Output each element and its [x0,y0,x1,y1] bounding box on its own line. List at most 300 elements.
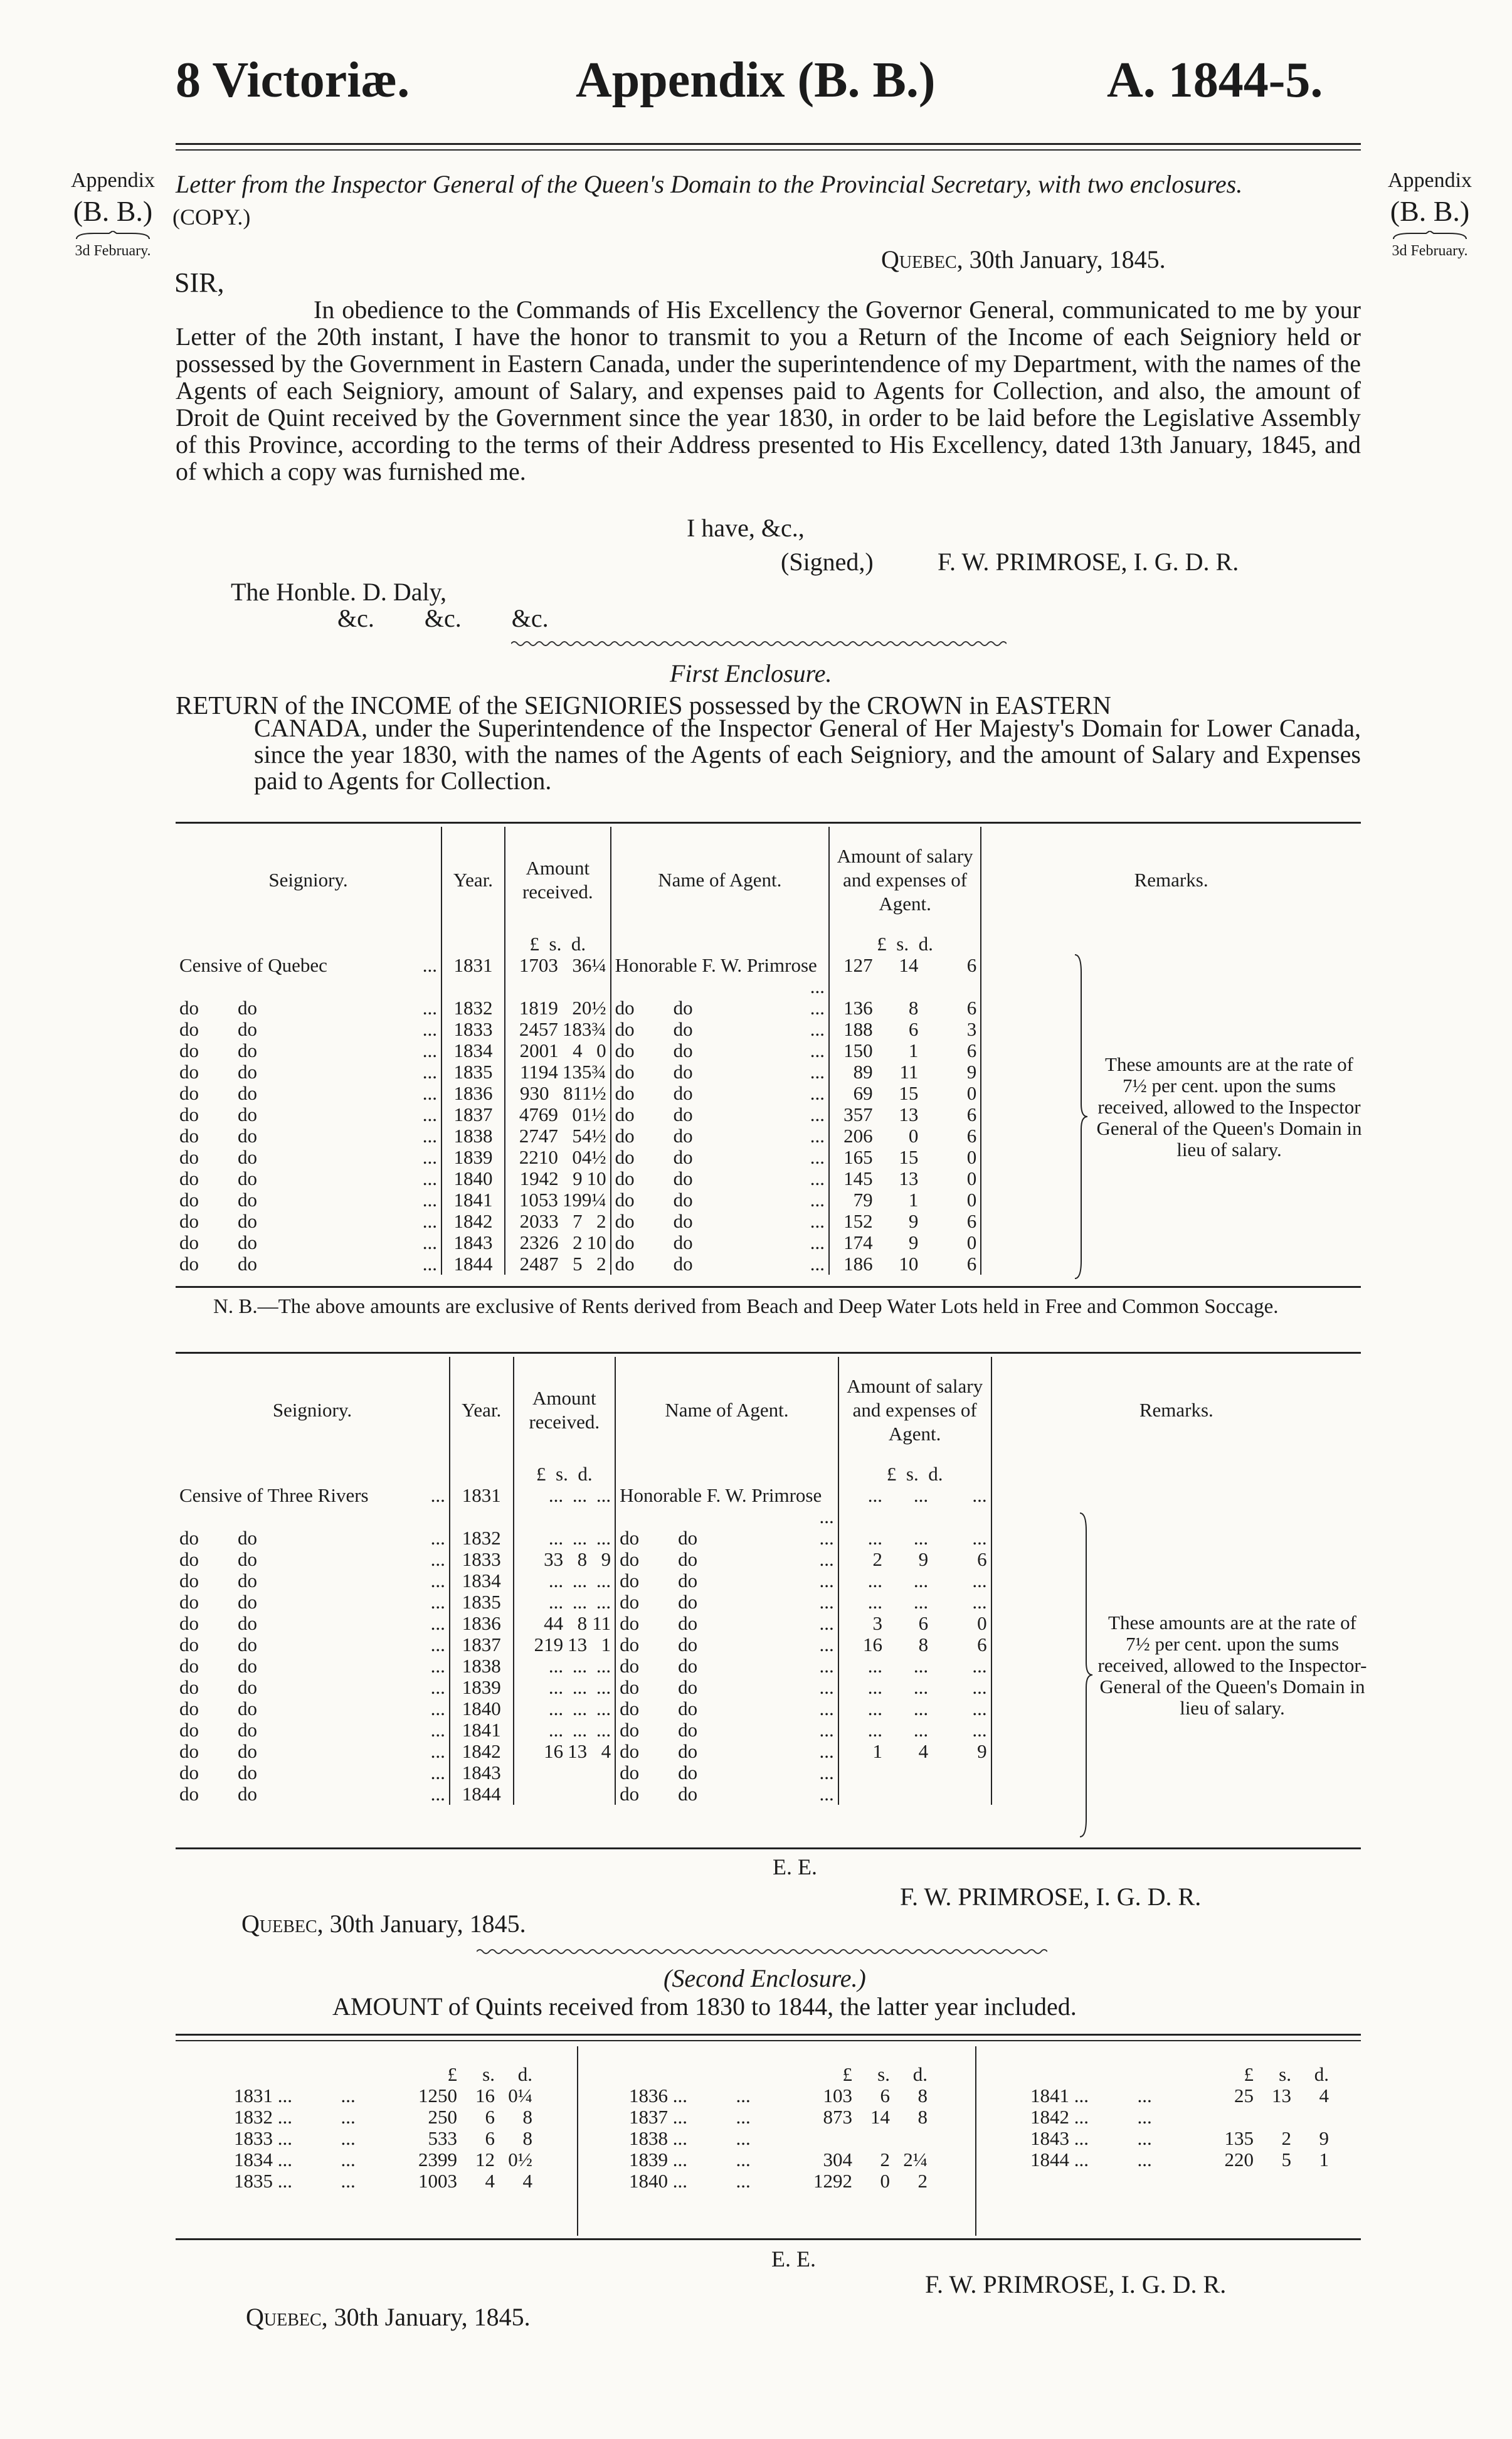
amount-d: 4½ [581,1146,606,1168]
quint-year: 1832 [234,2106,273,2128]
amount-l: 1819 [519,997,558,1019]
quint-l [797,2128,857,2149]
salary-s: 15 [899,1146,919,1168]
column-header-seigniory: Seigniory. [268,869,348,891]
return-table-three-rivers [176,1357,1361,1805]
agent-cell [615,1591,838,1613]
leader-dots: ... ... [668,2085,751,2107]
amount-d: 2 [596,1253,606,1275]
quint-row [624,2171,933,2192]
year-cell: 1844 [441,1253,505,1275]
salary-d: ... [972,1484,987,1506]
salary-d: ... [972,1698,987,1719]
year-cell: 1841 [450,1719,514,1741]
agent-name: do do [615,1039,693,1061]
agent-cell [611,1168,829,1189]
leader-dots: ... ... [273,2149,356,2171]
salary-d: 0 [966,1189,977,1211]
amount-s: 8 [577,1612,588,1634]
letter-addressee: The Honble. D. Daly, [231,578,447,606]
quint-s: 0 [880,2170,890,2192]
salary-d: ... [972,1591,987,1613]
seigniory-cell [176,1528,450,1549]
column-header-salary: Amount of salary and expenses of Agent. [829,827,981,933]
quints-column-1 [229,2064,537,2192]
seigniory-name: do do [179,1061,257,1083]
salary-l [838,1783,886,1805]
enclosure2-dateline [246,2302,531,2332]
currency-unit: s. [482,2063,495,2085]
margin-date: 3d February. [75,242,151,259]
amount-l: ... [548,1676,564,1698]
quint-l: 1292 [813,2170,852,2192]
salary-s: 14 [899,954,919,976]
header-rule [176,143,1361,145]
salary-l: ... [838,1591,886,1613]
quints-column-3 [1025,2064,1334,2171]
year-cell: 1842 [441,1211,505,1232]
quint-s: 13 [1272,2085,1291,2107]
quint-year: 1842 [1030,2106,1069,2128]
amount-s: 8 [577,1548,588,1570]
leader-dots: ... [422,1018,437,1040]
amount-l: 219 [534,1634,564,1655]
salary-l: 145 [829,1168,877,1189]
year-cell: 1839 [450,1677,514,1698]
quint-row [229,2128,537,2149]
quints-column-2 [624,2064,933,2192]
amount-cell [505,997,611,1019]
table1-top-rule [176,822,1361,824]
quint-l: 533 [428,2127,457,2149]
agent-cell [615,1741,838,1762]
table-row [176,1741,1361,1762]
quint-l: 873 [823,2106,852,2128]
quint-row [1025,2128,1334,2149]
salary-l: 206 [829,1125,877,1147]
amount-d: 0 [596,1039,606,1061]
amount-cell [505,1104,611,1125]
agent-cell [611,1019,829,1040]
leader-dots: ... [422,1125,437,1147]
salary-d: 6 [966,1253,977,1275]
table-row [176,1189,1361,1211]
seigniory-cell [176,1719,450,1741]
seigniory-name: do do [179,1103,257,1125]
amount-d: 11½ [573,1082,606,1104]
leader-dots: ... [810,1253,825,1275]
leader-dots: ... [819,1740,834,1762]
table2-bottom-rule [176,1847,1361,1849]
quint-d: 4 [522,2170,532,2192]
quint-l: 2399 [418,2149,457,2171]
salary-s [886,1783,932,1805]
salary-s: 11 [899,1061,919,1083]
leader-dots: ... ... [668,2170,751,2192]
currency-unit: s. [877,2063,890,2085]
seigniory-name: do do [179,1018,257,1040]
table-row [176,1783,1361,1805]
year-cell: 1844 [450,1783,514,1805]
year-cell: 1840 [441,1168,505,1189]
amount-l: 4769 [519,1103,558,1125]
amount-cell [514,1591,616,1613]
leader-dots: ... [422,1061,437,1083]
quint-row [1025,2085,1334,2107]
leader-dots: ... [422,1253,437,1275]
margin-label: Appendix [1387,169,1472,192]
column-header-remarks: Remarks. [981,827,1361,933]
agent-cell [611,1253,829,1275]
seigniory-cell [176,1570,450,1591]
quint-year: 1834 [234,2149,273,2171]
enclosure2-place: Quebec, [246,2303,328,2331]
quint-s: 5 [1281,2149,1291,2171]
seigniory-name: do do [179,1146,257,1168]
amount-l: ... [548,1570,564,1591]
agent-name: do do [620,1719,698,1741]
seigniory-name: do do [179,1740,257,1762]
seigniory-cell [176,1655,450,1677]
year-cell: 1843 [450,1762,514,1783]
quint-year: 1833 [234,2127,273,2149]
amount-cell [505,955,611,997]
table-row [176,1211,1361,1232]
amount-cell [514,1634,616,1655]
leader-dots: ... [430,1612,445,1634]
amount-cell [505,1019,611,1040]
amount-cell [505,1125,611,1147]
quint-s: 4 [485,2170,495,2192]
column-header-agent: Name of Agent. [611,827,829,933]
leader-dots: ... [430,1655,445,1677]
year-cell: 1836 [450,1613,514,1634]
salary-d: ... [972,1676,987,1698]
amount-d: ... [596,1655,611,1677]
letter-signature: F. W. PRIMROSE, I. G. D. R. [938,548,1239,576]
amount-d: 6¼ [581,954,606,976]
amount-l: ... [548,1484,564,1506]
seigniory-cell [176,1040,441,1061]
salary-l: ... [838,1528,886,1549]
column-header-amount: Amount received. [505,827,611,933]
column-header-agent: Name of Agent. [615,1357,838,1464]
leader-dots: ... [819,1761,834,1783]
amount-d: ... [596,1698,611,1719]
seigniory-name: do do [179,1189,257,1211]
year-cell: 1836 [441,1083,505,1104]
amount-l: 44 [544,1612,564,1634]
leader-dots: ... [430,1634,445,1655]
amount-s: 19 [562,1189,582,1211]
remarks-brace-icon [1079,1512,1094,1838]
seigniory-name: Censive of Quebec [179,954,327,976]
amount-l: 33 [544,1548,564,1570]
salary-l: 186 [829,1253,877,1275]
quints-column-divider [577,2046,578,2236]
seigniory-cell [176,1061,441,1083]
leader-dots: ... [430,1570,445,1591]
quint-l: 250 [428,2106,457,2128]
quint-d: 0¼ [508,2085,532,2107]
leader-dots: ... ... [668,2106,751,2128]
quints-top-rule [176,2034,1361,2036]
agent-cell [615,1655,838,1677]
amount-l: 1194 [520,1061,558,1083]
salary-s: 9 [918,1548,929,1570]
amount-d: ... [596,1591,611,1613]
salary-d: 0 [966,1082,977,1104]
amount-l: 2326 [519,1231,559,1253]
seigniory-cell [176,1189,441,1211]
quint-s: 16 [475,2085,495,2107]
year-cell: 1842 [450,1741,514,1762]
agent-cell [611,997,829,1019]
amount-s: 13 [568,1634,588,1655]
agent-name: do do [615,1018,693,1040]
amount-s: 13 [568,1740,588,1762]
leader-dots: ... [819,1548,834,1570]
salary-d: 6 [966,1039,977,1061]
salary-l: 2 [838,1549,886,1570]
salary-s: 1 [908,1039,919,1061]
quint-row [229,2149,537,2171]
quint-row [229,2171,537,2192]
salary-s: ... [913,1676,929,1698]
enclosure2-heading: (Second Enclosure.) [663,1964,866,1992]
amount-cell [505,1168,611,1189]
letter-place: Quebec, [881,245,963,274]
agent-name: do do [620,1570,698,1591]
salary-d: 9 [966,1061,977,1083]
quints-top-rule-thin [176,2040,1361,2041]
agent-name: do do [620,1676,698,1698]
remarks-brace-icon [1074,954,1089,1280]
leader-dots: ... ... [1069,2085,1152,2107]
leader-dots: ... [819,1655,834,1677]
seigniory-name: do do [179,1612,257,1634]
quint-year: 1835 [234,2170,273,2192]
salary-d: 0 [966,1231,977,1253]
table-row [176,1232,1361,1253]
quint-row [229,2107,537,2128]
agent-name: do do [615,1167,693,1189]
leader-dots: ... [422,1231,437,1253]
amount-l: 930 [520,1082,549,1104]
leader-dots: ... [430,1548,445,1570]
quint-s [857,2128,895,2149]
salary-l: 16 [838,1634,886,1655]
table-row [176,1549,1361,1570]
amount-cell [505,1253,611,1275]
seigniory-cell [176,1485,450,1528]
amount-s: 2 [573,1231,583,1253]
currency-unit: s. [1279,2063,1291,2085]
salary-s: ... [913,1570,929,1591]
quint-l [1198,2107,1259,2128]
wavy-divider [511,640,1007,647]
year-cell: 1841 [441,1189,505,1211]
agent-name: do do [620,1591,698,1613]
amount-l: ... [548,1591,564,1613]
quint-d: 4 [1319,2085,1329,2107]
leader-dots: ... [810,1082,825,1104]
column-header-seigniory: Seigniory. [272,1399,352,1421]
currency-unit: d. [912,2063,928,2085]
quint-row [1025,2107,1334,2128]
amount-d: 3¾ [581,1018,606,1040]
seigniory-cell [176,1168,441,1189]
year-cell: 1840 [450,1698,514,1719]
salary-d: 0 [966,1146,977,1168]
amount-s: ... [572,1698,588,1719]
seigniory-name: do do [179,1655,257,1677]
seigniory-name: do do [179,1634,257,1655]
agent-cell [615,1528,838,1549]
agent-cell [611,955,829,997]
quint-l: 1003 [418,2170,457,2192]
agent-cell [611,1189,829,1211]
seigniory-cell [176,955,441,997]
table1-bottom-rule [176,1286,1361,1288]
quints-column-divider [975,2046,976,2236]
amount-d: 2 [596,1210,606,1232]
amount-d: ... [596,1527,611,1549]
leader-dots: ... ... [273,2085,356,2107]
margin-code: (B. B.) [1390,194,1470,227]
agent-cell [611,1125,829,1147]
table-row [176,1570,1361,1591]
seigniory-cell [176,1613,450,1634]
quint-d: 2¼ [903,2149,928,2171]
column-header-remarks: Remarks. [991,1357,1361,1464]
seigniory-cell [176,1232,441,1253]
agent-cell [615,1549,838,1570]
agent-name: do do [615,1210,693,1232]
amount-l: 1053 [519,1189,558,1211]
table-row [176,1485,1361,1528]
currency-units: £ s. d. [838,1464,991,1485]
currency-unit: £ [447,2063,457,2085]
salary-s: 4 [918,1740,929,1762]
amount-s: 13 [562,1061,582,1083]
quint-year: 1840 [629,2170,668,2192]
amount-l: ... [548,1527,564,1549]
salary-d: ... [972,1570,987,1591]
salary-s: ... [913,1719,929,1741]
salary-d: ... [972,1655,987,1677]
salary-l: 69 [829,1083,877,1104]
leader-dots: ... [422,997,437,1019]
leader-dots: ... [810,1167,825,1189]
salary-d: 6 [966,954,977,976]
agent-cell [615,1613,838,1634]
agent-cell [615,1719,838,1741]
agent-name: do do [620,1783,698,1805]
quint-s [1259,2107,1296,2128]
salary-d: 6 [966,1103,977,1125]
amount-cell [514,1570,616,1591]
salary-s: 9 [908,1231,919,1253]
seigniory-name: do do [179,1210,257,1232]
quint-l: 1250 [418,2085,457,2107]
table-row [176,997,1361,1019]
leader-dots: ... [430,1740,445,1762]
salary-l: 89 [829,1061,877,1083]
currency-unit: £ [1244,2063,1254,2085]
seigniory-name: do do [179,1591,257,1613]
quint-s: 6 [485,2127,495,2149]
leader-dots: ... [819,1570,834,1591]
salary-l: ... [838,1677,886,1698]
salary-s: 13 [899,1103,919,1125]
margin-brace-icon [75,231,151,240]
salary-d: 6 [977,1634,987,1655]
leader-dots: ... [422,1189,437,1211]
amount-l: ... [548,1655,564,1677]
margin-brace-icon [1392,231,1467,240]
quint-l: 135 [1224,2127,1254,2149]
quint-year: 1841 [1030,2085,1069,2107]
column-header-salary: Amount of salary and expenses of Agent. [838,1357,991,1464]
amount-cell [514,1485,616,1528]
seigniory-name: do do [179,1253,257,1275]
letter-addressee-etc: &c. &c. &c. [337,604,549,632]
enclosure1-title-line1: RETURN of the INCOME of the SEIGNIORIES possessed by the CROWN in EASTERN [176,691,1111,720]
agent-name: do do [615,1103,693,1125]
agent-name: do do [615,1082,693,1104]
amount-cell [514,1613,616,1634]
leader-dots: ... [810,1061,825,1083]
agent-name: do do [615,1061,693,1083]
table-row [176,1719,1361,1741]
header-rule-thin [176,149,1361,151]
seigniory-name: do do [179,1719,257,1741]
year-cell: 1835 [441,1061,505,1083]
amount-d: 4 [601,1740,611,1762]
amount-s: 5 [572,1125,582,1147]
salary-l: 188 [829,1019,877,1040]
leader-dots: ... [422,1039,437,1061]
leader-dots: ... [810,1189,825,1211]
enclosure1-ee: E. E. [773,1854,817,1879]
salary-d [932,1762,991,1783]
amount-s: 7 [573,1210,583,1232]
salary-l: ... [838,1719,886,1741]
leader-dots: ... [810,1039,825,1061]
amount-s: ... [572,1719,588,1741]
quint-s: 2 [880,2149,890,2171]
salary-s: ... [913,1484,929,1506]
leader-dots: ... [819,1676,834,1698]
amount-cell [514,1698,616,1719]
currency-units: £ s. d. [505,933,611,955]
amount-d: 0½ [581,997,606,1019]
salary-l: ... [838,1655,886,1677]
year-cell: 1843 [441,1232,505,1253]
salary-l: 127 [829,955,877,997]
leader-dots: ... [819,1612,834,1634]
seigniory-cell [176,1741,450,1762]
amount-cell [514,1655,616,1677]
agent-name: do do [620,1655,698,1677]
salary-d: ... [972,1527,987,1549]
enclosure2-ee: E. E. [771,2246,816,2272]
salary-d: 6 [977,1548,987,1570]
leader-dots: ... ... [668,2127,751,2149]
enclosure1-title-rest: CANADA, under the Superintendence of the Inspector General of Her Majesty's Domain for Lower Canada, since the year 1830, with the names of the Agents of each Seigniory, and the amount of Salary and Expenses paid to Agents for Collection. [254,714,1361,795]
quint-d [1296,2107,1334,2128]
